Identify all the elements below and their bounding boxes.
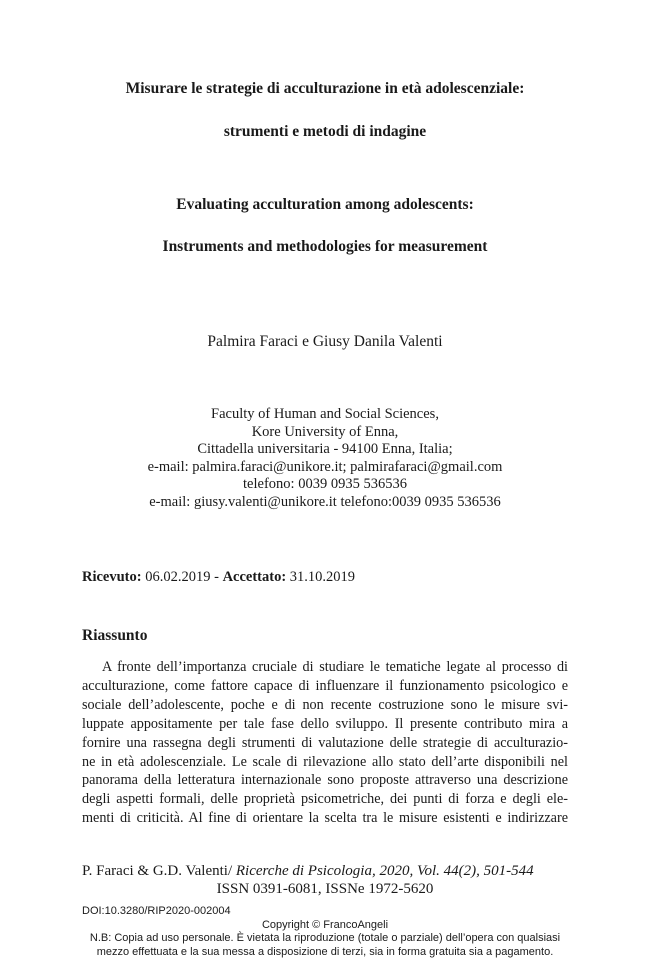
affiliation-line-university: Kore University of Enna,: [251, 423, 399, 440]
email-prefix: e-mail:: [149, 493, 194, 510]
accepted-value: 31.10.2019: [286, 569, 356, 585]
abstract-line: A fronte dell’importanza cruciale di studiare le tematiche legate al processo di: [102, 659, 568, 675]
doi-link[interactable]: DOI:10.3280/RIP2020-002004: [82, 905, 231, 917]
abstract-line: degli aspetti formali, delle proprietà psicometriche, dei punti di forza e degli ele-: [82, 791, 568, 808]
citation-journal: Ricerche di Psicologia, 2020, Vol. 44(2), 501-544: [232, 863, 534, 879]
abstract-line: sociale dell’adolescente, poche e di non recente costruzione sono le misure svi-: [82, 696, 568, 713]
title-italian-line2: strumenti e metodi di indagine: [223, 123, 427, 140]
title-english-line1: Evaluating acculturation among adolescents:: [176, 196, 474, 213]
email-prefix: e-mail:: [147, 458, 193, 475]
issn-line: ISSN 0391-6081, ISSNe 1972-5620: [216, 881, 434, 897]
affiliation-email-line-1: [0, 459, 650, 477]
accepted-label: Accettato:: [222, 569, 287, 585]
title-english-line2: Instruments and methodologies for measurement: [162, 238, 488, 255]
abstract-body: [82, 658, 568, 828]
affiliation-line-address: Cittadella universitaria - 94100 Enna, Italia;: [197, 441, 453, 457]
usage-notice-line2: mezzo effettuata e la sua messa a disposizione di terzi, sia in forma gratuita sia a pagamento.: [96, 946, 554, 958]
affiliation-email-line-2: [0, 494, 650, 512]
email-link-faraci-unikore[interactable]: palmira.faraci@unikore.it: [192, 458, 343, 475]
abstract-line: menti di criticità. Al fine di orientare la scelta tra le misure esistenti e indirizzare: [82, 810, 568, 827]
abstract-line: luppate appositamente per tale fase dello sviluppo. Il presente contributo mira a: [82, 715, 568, 732]
title-italian-line1: Misurare le strategie di acculturazione in età adolescenziale:: [125, 80, 525, 97]
journal-citation: [82, 862, 534, 880]
abstract-line: acculturazione, come fattore capace di influenzare il funzionamento psicologico e: [82, 677, 568, 694]
citation-authors: P. Faraci & G.D. Valenti/: [82, 863, 233, 879]
affiliation-phone-line-1: telefono: 0039 0935 536536: [243, 476, 407, 492]
email-link-faraci-gmail[interactable]: palmirafaraci@gmail.com: [350, 458, 503, 475]
submission-dates: [82, 568, 355, 586]
affiliation-block: [0, 406, 650, 511]
abstract-line: panorama della letteratura internazionale sono proposte attraverso una descrizione: [82, 772, 568, 789]
authors: Palmira Faraci e Giusy Danila Valenti: [207, 333, 443, 350]
affiliation-line-faculty: Faculty of Human and Social Sciences,: [211, 406, 439, 422]
received-value: 06.02.2019 -: [141, 569, 223, 585]
email-separator: ;: [342, 458, 351, 475]
abstract-line: ne in età adolescenziale. Le scale di rilevazione allo stato dell’arte disponibili nel: [82, 753, 568, 770]
abstract-heading: Riassunto: [82, 627, 148, 644]
copyright-line: Copyright © FrancoAngeli: [261, 919, 389, 931]
abstract-line: fornire una rassegna degli strumenti di valutazione delle strategie di acculturazio-: [82, 734, 568, 751]
affiliation-phone-2: telefono:0039 0935 536536: [336, 493, 501, 510]
email-link-valenti[interactable]: giusy.valenti@unikore.it: [193, 493, 337, 510]
usage-notice: [0, 931, 650, 959]
usage-notice-line1: N.B: Copia ad uso personale. È vietata la riproduzione (totale o parziale) dell’opera con qualsiasi: [89, 932, 561, 944]
received-label: Ricevuto:: [82, 569, 142, 585]
